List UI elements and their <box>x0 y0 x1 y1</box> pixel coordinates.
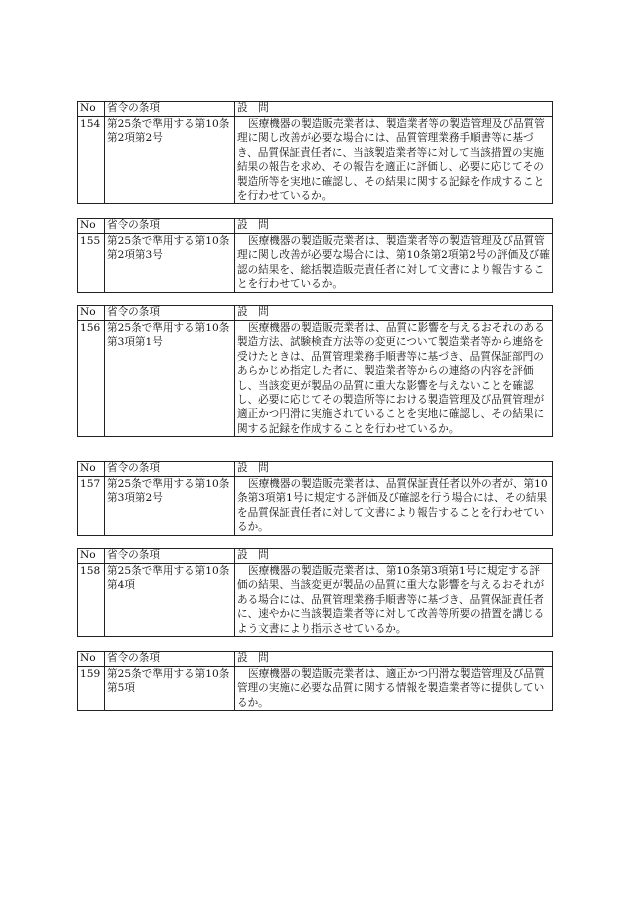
item-question: 医療機器の製造販売業者は、品質に影響を与えるおそれのある製造方法、試験検査方法等の変更について製造業者等から連絡を受けたときは、品質管理業務手順書等に基づき、品質保証部門のあらかじめ指定した者に、製造業者等からの連絡の内容を評価し、当該変更が製品の品質に重大な影響を与えないことを確認し、必要に応じてその製造所等における製造管理及び品質管理が適正かつ円滑に実施されていることを実地に確認し、その結果に関する記録を作成することを行わせているか。 <box>235 321 553 437</box>
item-clause: 第25条で準用する第10条第3項第2号 <box>105 477 235 536</box>
item-clause: 第25条で準用する第10条第4項 <box>105 564 235 637</box>
header-question: 設 問 <box>235 462 553 477</box>
table-header-row <box>78 102 553 117</box>
question-table-157 <box>77 461 553 536</box>
header-question: 設 問 <box>235 652 553 667</box>
header-no: No <box>78 102 105 117</box>
header-clause: 省令の条項 <box>105 549 235 564</box>
table-header-row <box>78 462 553 477</box>
header-no: No <box>78 219 105 234</box>
table-row <box>78 667 553 711</box>
question-table-158 <box>77 548 553 637</box>
item-question: 医療機器の製造販売業者は、適正かつ円滑な製造管理及び品質管理の実施に必要な品質に関する情報を製造業者等に提供しているか。 <box>235 667 553 711</box>
item-question: 医療機器の製造販売業者は、第10条第3項第1号に規定する評価の結果、当該変更が製品の品質に重大な影響を与えるおそれがある場合には、品質管理業務手順書等に基づき、品質保証責任者に、速やかに当該製造業者等に対して改善等所要の措置を講じるよう文書により指示させているか。 <box>235 564 553 637</box>
item-question: 医療機器の製造販売業者は、製造業者等の製造管理及び品質管理に関し改善が必要な場合には、第10条第2項第2号の評価及び確認の結果を、総括製造販売責任者に対して文書により報告することを行わせているか。 <box>235 234 553 293</box>
header-question: 設 問 <box>235 549 553 564</box>
item-no: 159 <box>78 667 105 711</box>
item-no: 158 <box>78 564 105 637</box>
header-question: 設 問 <box>235 219 553 234</box>
item-no: 156 <box>78 321 105 437</box>
question-table-155 <box>77 218 553 293</box>
item-clause: 第25条で準用する第10条第2項第2号 <box>105 117 235 204</box>
table-header-row <box>78 549 553 564</box>
header-clause: 省令の条項 <box>105 652 235 667</box>
header-no: No <box>78 462 105 477</box>
header-clause: 省令の条項 <box>105 462 235 477</box>
question-table-156 <box>77 305 553 437</box>
header-no: No <box>78 306 105 321</box>
item-clause: 第25条で準用する第10条第2項第3号 <box>105 234 235 293</box>
item-clause: 第25条で準用する第10条第5項 <box>105 667 235 711</box>
table-header-row <box>78 652 553 667</box>
header-question: 設 問 <box>235 306 553 321</box>
header-no: No <box>78 652 105 667</box>
item-question: 医療機器の製造販売業者は、品質保証責任者以外の者が、第10条第3項第1号に規定する評価及び確認を行う場合には、その結果を品質保証責任者に対して文書により報告することを行わせているか。 <box>235 477 553 536</box>
table-row <box>78 321 553 437</box>
item-no: 155 <box>78 234 105 293</box>
header-clause: 省令の条項 <box>105 219 235 234</box>
header-clause: 省令の条項 <box>105 102 235 117</box>
header-no: No <box>78 549 105 564</box>
header-clause: 省令の条項 <box>105 306 235 321</box>
item-question: 医療機器の製造販売業者は、製造業者等の製造管理及び品質管理に関し改善が必要な場合には、品質管理業務手順書等に基づき、品質保証責任者に、当該製造業者等に対して当該措置の実施結果の報告を求め、その報告を適正に評価し、必要に応じてその製造所等を実地に確認し、その結果に関する記録を作成することを行わせているか。 <box>235 117 553 204</box>
table-row <box>78 117 553 204</box>
question-table-154 <box>77 101 553 204</box>
question-table-159 <box>77 651 553 711</box>
item-clause: 第25条で準用する第10条第3項第1号 <box>105 321 235 437</box>
table-header-row <box>78 306 553 321</box>
item-no: 154 <box>78 117 105 204</box>
table-row <box>78 477 553 536</box>
table-row <box>78 564 553 637</box>
table-row <box>78 234 553 293</box>
table-header-row <box>78 219 553 234</box>
header-question: 設 問 <box>235 102 553 117</box>
item-no: 157 <box>78 477 105 536</box>
